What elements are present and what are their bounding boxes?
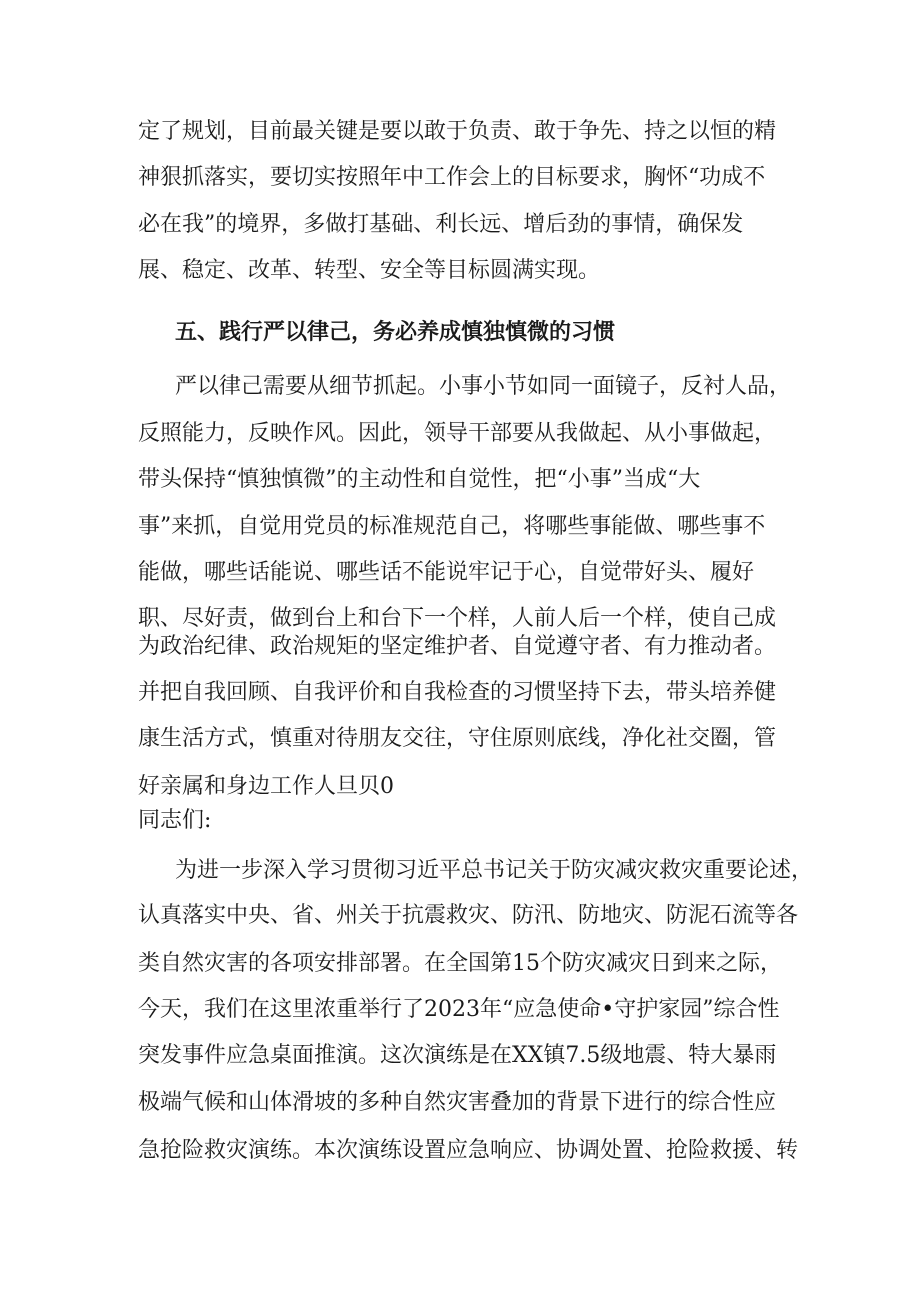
body-line: 带头保持“慎独慎微”的主动性和自觉性，把“小事”当成“大 bbox=[138, 467, 701, 492]
body-line: 必在我”的境界，多做打基础、利长远、增后劲的事情，确保发 bbox=[138, 212, 744, 237]
body-line: 展、稳定、改革、转型、安全等目标圆满实现。 bbox=[138, 258, 601, 283]
body-line: 为政治纪律、政治规矩的坚定维护者、自觉遵守者、有力推动者。 bbox=[138, 634, 777, 659]
body-line: 并把自我回顾、自我评价和自我检查的习惯坚持下去，带头培养健 bbox=[138, 680, 777, 705]
body-line: 极端气候和山体滑坡的多种自然灾害叠加的背景下进行的综合性应 bbox=[138, 1090, 777, 1115]
body-line: 职、尽好责，做到台上和台下一个样，人前人后一个样，使自己成 bbox=[138, 606, 777, 631]
body-line: 事”来抓，自觉用党员的标准规范自己，将哪些事能做、哪些事不 bbox=[138, 514, 766, 539]
body-line: 定了规划，目前最关键是要以敢于负责、敢于争先、持之以恒的精 bbox=[138, 119, 777, 144]
body-line: 急抢险救灾演练。本次演练设置应急响应、协调处置、抢险救援、转 bbox=[138, 1138, 799, 1163]
body-line: 为进一步深入学习贯彻习近平总书记关于防灾减灾救灾重要论述， bbox=[175, 858, 814, 883]
body-line: 今天，我们在这里浓重举行了2023年“应急使命•守护家园”综合性 bbox=[138, 997, 780, 1022]
body-line: 康生活方式，慎重对待朋友交往，守住原则底线，净化社交圈，管 bbox=[138, 726, 777, 751]
body-line: 好亲属和身边工作人旦贝0 bbox=[138, 774, 394, 799]
salutation: 同志们: bbox=[138, 808, 212, 833]
body-line: 突发事件应急桌面推演。这次演练是在XX镇7.5级地震、特大暴雨 bbox=[138, 1043, 777, 1068]
body-line: 神狠抓落实，要切实按照年中工作会上的目标要求，胸怀“功成不 bbox=[138, 165, 766, 190]
body-line: 严以律己需要从细节抓起。小事小节如同一面镜子，反衬人品， bbox=[175, 374, 792, 399]
section-heading: 五、践行严以律己，务必养成慎独慎微的习惯 bbox=[175, 320, 616, 345]
body-line: 认真落实中央、省、州关于抗震救灾、防汛、防地灾、防泥石流等各 bbox=[138, 903, 799, 928]
body-line: 类自然灾害的各项安排部署。在全国第15个防灾减灾日到来之际， bbox=[138, 951, 782, 976]
body-line: 反照能力，反映作风。因此，领导干部要从我做起、从小事做起， bbox=[138, 421, 777, 446]
body-line: 能做，哪些话能说、哪些话不能说牢记于心，自觉带好头、履好 bbox=[138, 560, 755, 585]
